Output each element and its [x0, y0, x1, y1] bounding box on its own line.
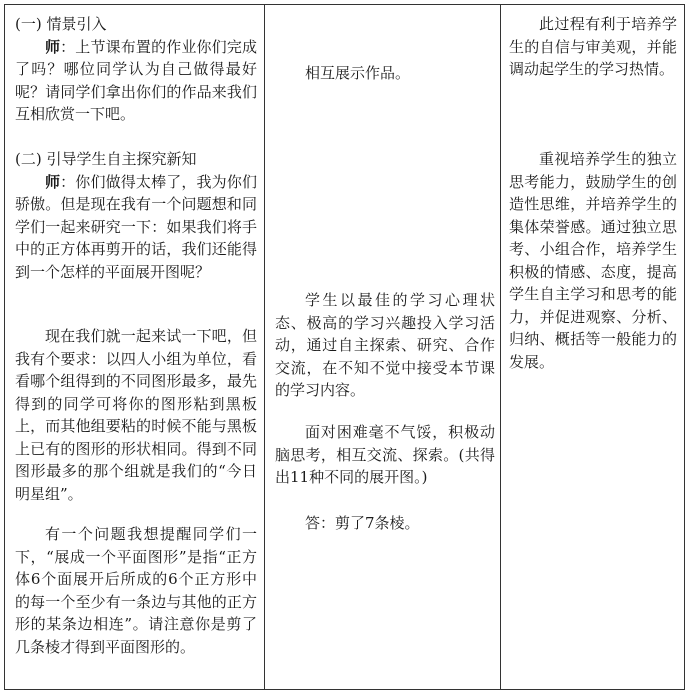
- design-intent-text: 此过程有利于培养学生的自信与审美观，并能调动起学生的学习热情。: [509, 15, 677, 78]
- design-intent-text: 重视培养学生的独立思考能力，鼓励学生的创造性思维，并培养学生的集体荣誉感。通过独立思考、小组合作，培养学生积极的情感、态度，提高学生自主学习和思考的能力，并促进观察、分析、归纳、概括等一般能力的发展。: [509, 150, 677, 371]
- guided-inquiry-block: [15, 148, 257, 283]
- teacher-activity-column: [5, 5, 265, 689]
- student-activity-2: [275, 289, 495, 402]
- student-activity-text: 面对困难毫不气馁，积极动脑思考，相互交流、探索。(共得出11种不同的展开图。): [275, 423, 495, 486]
- design-intent-column: [501, 5, 684, 689]
- reminder-text: 有一个问题我想提醒同学们一下，“展成一个平面图形”是指“正方体6个面展开后所成的6个正方形中的每一个至少有一条边与其他的正方形的某条边相连”。请注意你是剪了几条棱才得到平面图形的。: [15, 525, 257, 656]
- reminder-block: [15, 523, 257, 658]
- section-heading-intro: (一) 情景引入: [15, 15, 107, 33]
- student-activity-text: 答：剪了7条棱。: [305, 514, 420, 532]
- teacher-speech-inquiry: [15, 171, 257, 284]
- student-activity-text: 学生以最佳的学习心理状态、极高的学习兴趣投入学习活动，通过自主探索、研究、合作交流，在不知不觉中接受本节课的学习内容。: [275, 291, 495, 399]
- student-activity-3: [275, 421, 495, 489]
- lesson-plan-table: [4, 4, 685, 690]
- design-intent-2: [509, 148, 677, 373]
- teacher-label: 师: [45, 172, 61, 191]
- student-activity-text: 相互展示作品。: [305, 64, 411, 82]
- student-activity-column: [265, 5, 501, 689]
- student-activity-1: [275, 62, 495, 85]
- situation-intro-block: [15, 13, 257, 126]
- section-heading-inquiry: (二) 引导学生自主探究新知: [15, 150, 197, 168]
- teacher-speech-text: ：你们做得太棒了，我为你们骄傲。但是现在我有一个问题想和同学们一起来研究一下：如果我们将手中的正方体再剪开的话，我们还能得到一个怎样的平面展开图呢？: [15, 172, 257, 281]
- activity-requirements-block: [15, 325, 257, 505]
- teacher-label: 师: [45, 37, 61, 56]
- teacher-speech-intro: [15, 36, 257, 126]
- design-intent-1: [509, 13, 677, 81]
- student-activity-4: [275, 512, 495, 535]
- activity-requirements-text: 现在我们就一起来试一下吧，但我有个要求：以四人小组为单位，看看哪个组得到的不同图形最多，最先得到的同学可将你的图形粘到黑板上，而其他组要粘的时候不能与黑板上已有的图形的形状相同。得到不同图形最多的那个组就是我们的“今日明星组”。: [15, 327, 257, 503]
- teacher-speech-text: ：上节课布置的作业你们完成了吗？哪位同学认为自己做得最好呢？请同学们拿出你们的作品来我们互相欣赏一下吧。: [15, 37, 257, 123]
